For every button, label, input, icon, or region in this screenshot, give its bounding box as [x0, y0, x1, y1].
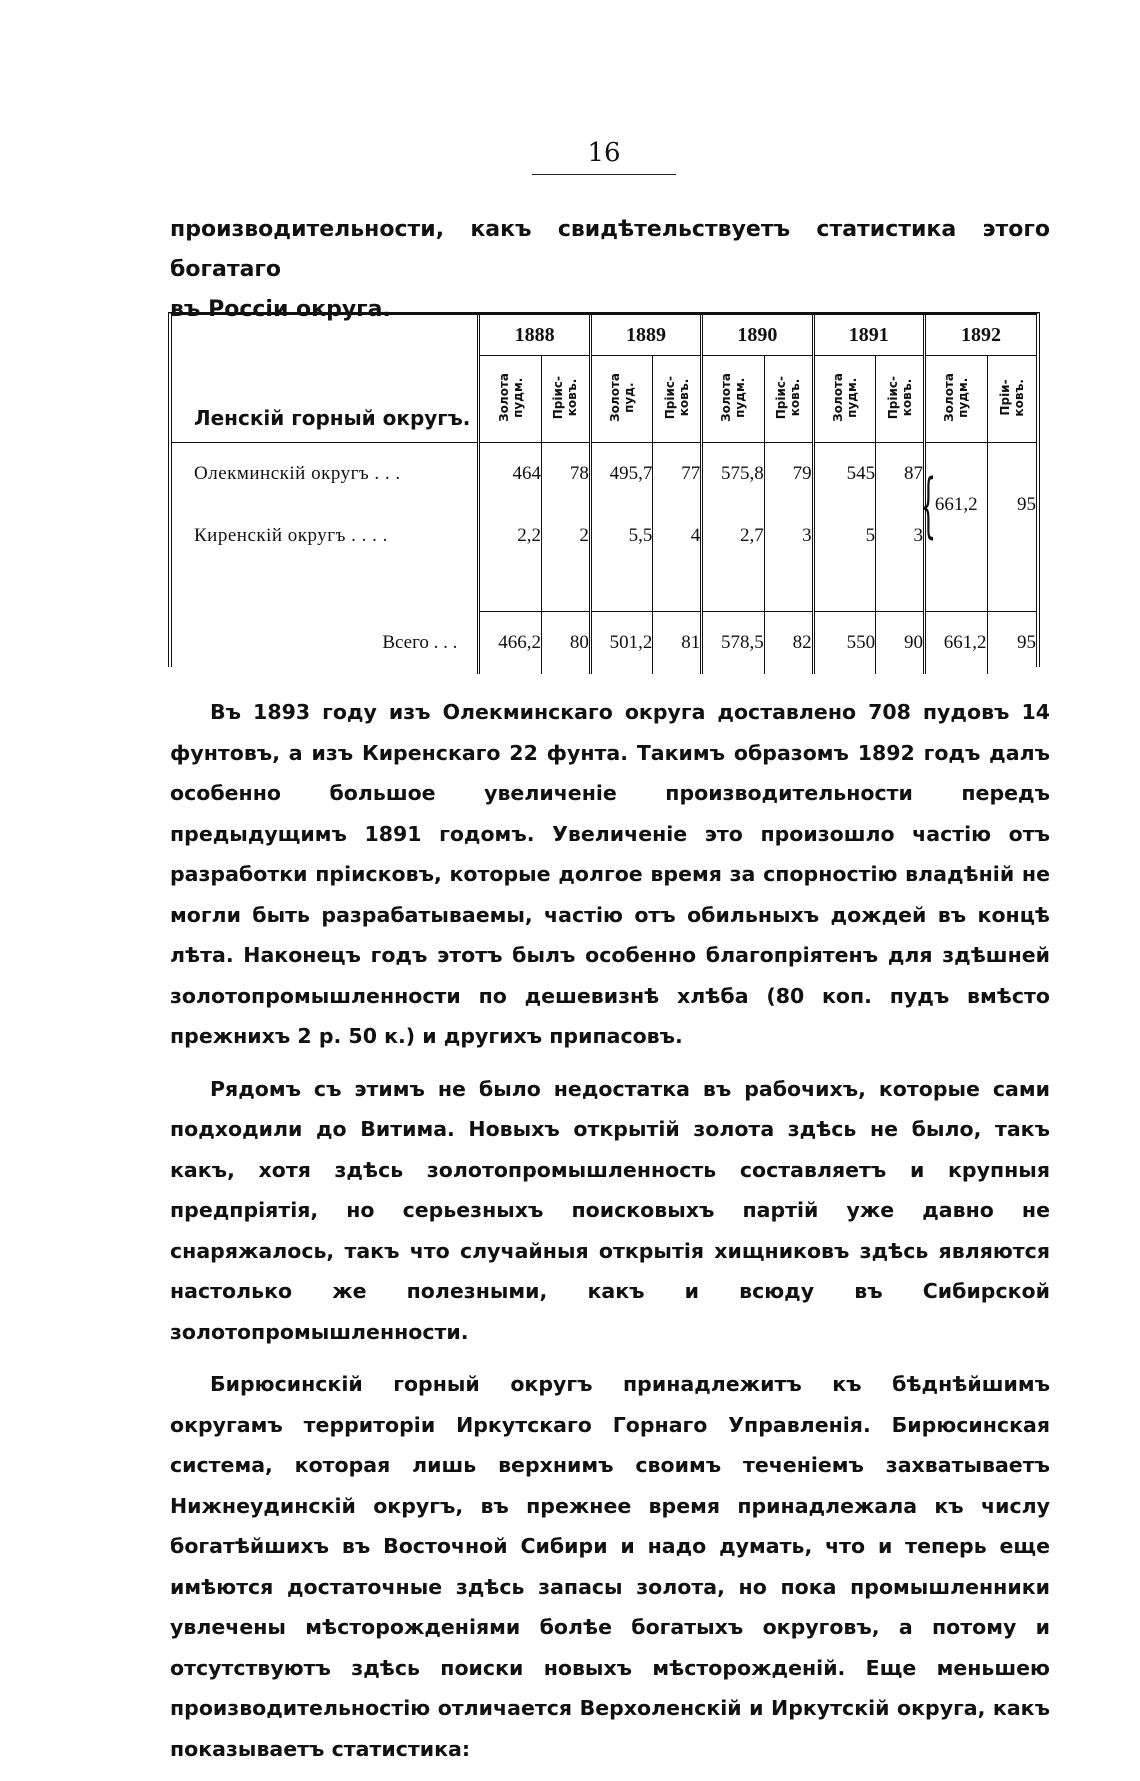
table-cell: 545 [813, 443, 876, 506]
table-cell: 78 [541, 443, 590, 506]
total-row [172, 612, 1036, 675]
year-header-row [172, 315, 1036, 356]
table-cell: 495,7 [590, 443, 653, 506]
table-cell: 2,2 [479, 505, 542, 567]
table-cell: 501,2 [590, 612, 653, 675]
gold-header: Золота пудм. [479, 356, 542, 443]
intro-line-2: въ Россіи округа. [170, 297, 391, 322]
intro-line-1: производительности, какъ свидѣтельствуетъ статистика этого богатаго [170, 217, 1050, 282]
paragraph: Рядомъ съ этимъ не было недостатка въ рабочихъ, которые сами подходили до Витима. Новыхъ открытій золота здѣсь не было, такъ какъ, хотя здѣсь золотопромышленность составляетъ и крупныя предпріятія, но серьезныхъ поисковыхъ партій уже давно не снаряжалось, такъ что случайныя открытія хищниковъ здѣсь являются настолько же полезными, какъ и всюду въ Сибирской золотопромышленности. [170, 1076, 1050, 1344]
table-cell: 5 [813, 505, 876, 567]
table-cell: 3 [876, 505, 925, 567]
merged-cell: 95 [987, 443, 1036, 568]
paragraph: Бирюсинскій горный округъ принадлежитъ къ бѣднѣйшимъ округамъ территоріи Иркутскаго Горнаго Управленія. Бирюсинская система, которая лишь верхнимъ своимъ теченіемъ захватываетъ Нижнеудинскій округъ, въ прежнее время принадлежала къ числу богатѣйшихъ въ Восточной Сибири и надо думать, что и теперь еще имѣются достаточные здѣсь запасы золота, но пока промышленники увлечены мѣсторожденіями болѣе богатыхъ округовъ, а потому и отсутствуютъ здѣсь поиски новыхъ мѣсторожденій. Еще меньшею производительностію отличается Верхоленскій и Иркутскій округа, какъ показываетъ статистика: [170, 1372, 1050, 1761]
year-header: 1892 [925, 315, 1037, 356]
table-cell: 5,5 [590, 505, 653, 567]
table-cell: 550 [813, 612, 876, 675]
merged-cell: 661,2 [925, 443, 988, 568]
mines-header: Пріис- ковъ. [653, 356, 702, 443]
brace-icon: { [920, 464, 937, 546]
table-cell: 3 [764, 505, 813, 567]
year-header: 1889 [590, 315, 701, 356]
mines-header: Пріи- ковъ. [987, 356, 1036, 443]
gold-header: Золота пудм. [925, 356, 988, 443]
year-header: 1888 [479, 315, 590, 356]
table-cell: 90 [876, 612, 925, 675]
table-cell: 81 [653, 612, 702, 675]
table-cell: 575,8 [702, 443, 765, 506]
table-cell: 82 [764, 612, 813, 675]
row-name: Киренскій округъ . . . . [194, 525, 388, 546]
gold-header: Золота пуд. [590, 356, 653, 443]
table-row [172, 505, 1036, 567]
table-cell: 578,5 [702, 612, 765, 675]
page-number: 16 [532, 138, 676, 175]
gold-header: Золота пудм. [702, 356, 765, 443]
table-cell: 95 [987, 612, 1036, 675]
table-cell: 4 [653, 505, 702, 567]
gold-header: Золота пудм. [813, 356, 876, 443]
paragraph: Въ 1893 году изъ Олекминскаго округа доставлено 708 пудовъ 14 фунтовъ, а изъ Киренскаго 22 фунта. Такимъ образомъ 1892 годъ далъ особенно большое увеличеніе производительности передъ предыдущимъ 1891 годомъ. Увеличеніе это произошло частію отъ разработки пріисковъ, которые долгое время за спорностію владѣній не могли быть разрабатываемы, частію отъ обильныхъ дождей въ концѣ лѣта. Наконецъ годъ этотъ былъ особенно благопріятенъ для здѣшней золотопромышленности по дешевизнѣ хлѣба (80 коп. пудъ вмѣсто прежнихъ 2 р. 50 к.) и другихъ припасовъ. [170, 700, 1050, 1048]
mines-header: Пріис- ковъ. [541, 356, 590, 443]
mines-header: Пріис- ковъ. [876, 356, 925, 443]
table-cell: 466,2 [479, 612, 542, 675]
table-cell: 2 [541, 505, 590, 567]
table-cell: 2,7 [702, 505, 765, 567]
year-header: 1890 [702, 315, 813, 356]
statistics-table [168, 312, 1040, 667]
year-header: 1891 [813, 315, 924, 356]
table-title: Ленскій горный округъ. [172, 315, 479, 443]
row-name: Олекминскій округъ . . . [194, 463, 401, 484]
spacer-row [172, 567, 1036, 612]
total-label: Всего . . . [382, 631, 458, 653]
table-cell: 464 [479, 443, 542, 506]
body-text [170, 692, 1050, 1781]
table-row [172, 443, 1036, 506]
table-cell: 80 [541, 612, 590, 675]
table-cell: 79 [764, 443, 813, 506]
mines-header: Пріис- ковъ. [764, 356, 813, 443]
table-cell: 661,2 [925, 612, 988, 675]
table-cell: 77 [653, 443, 702, 506]
table-cell: 87 [876, 443, 925, 506]
